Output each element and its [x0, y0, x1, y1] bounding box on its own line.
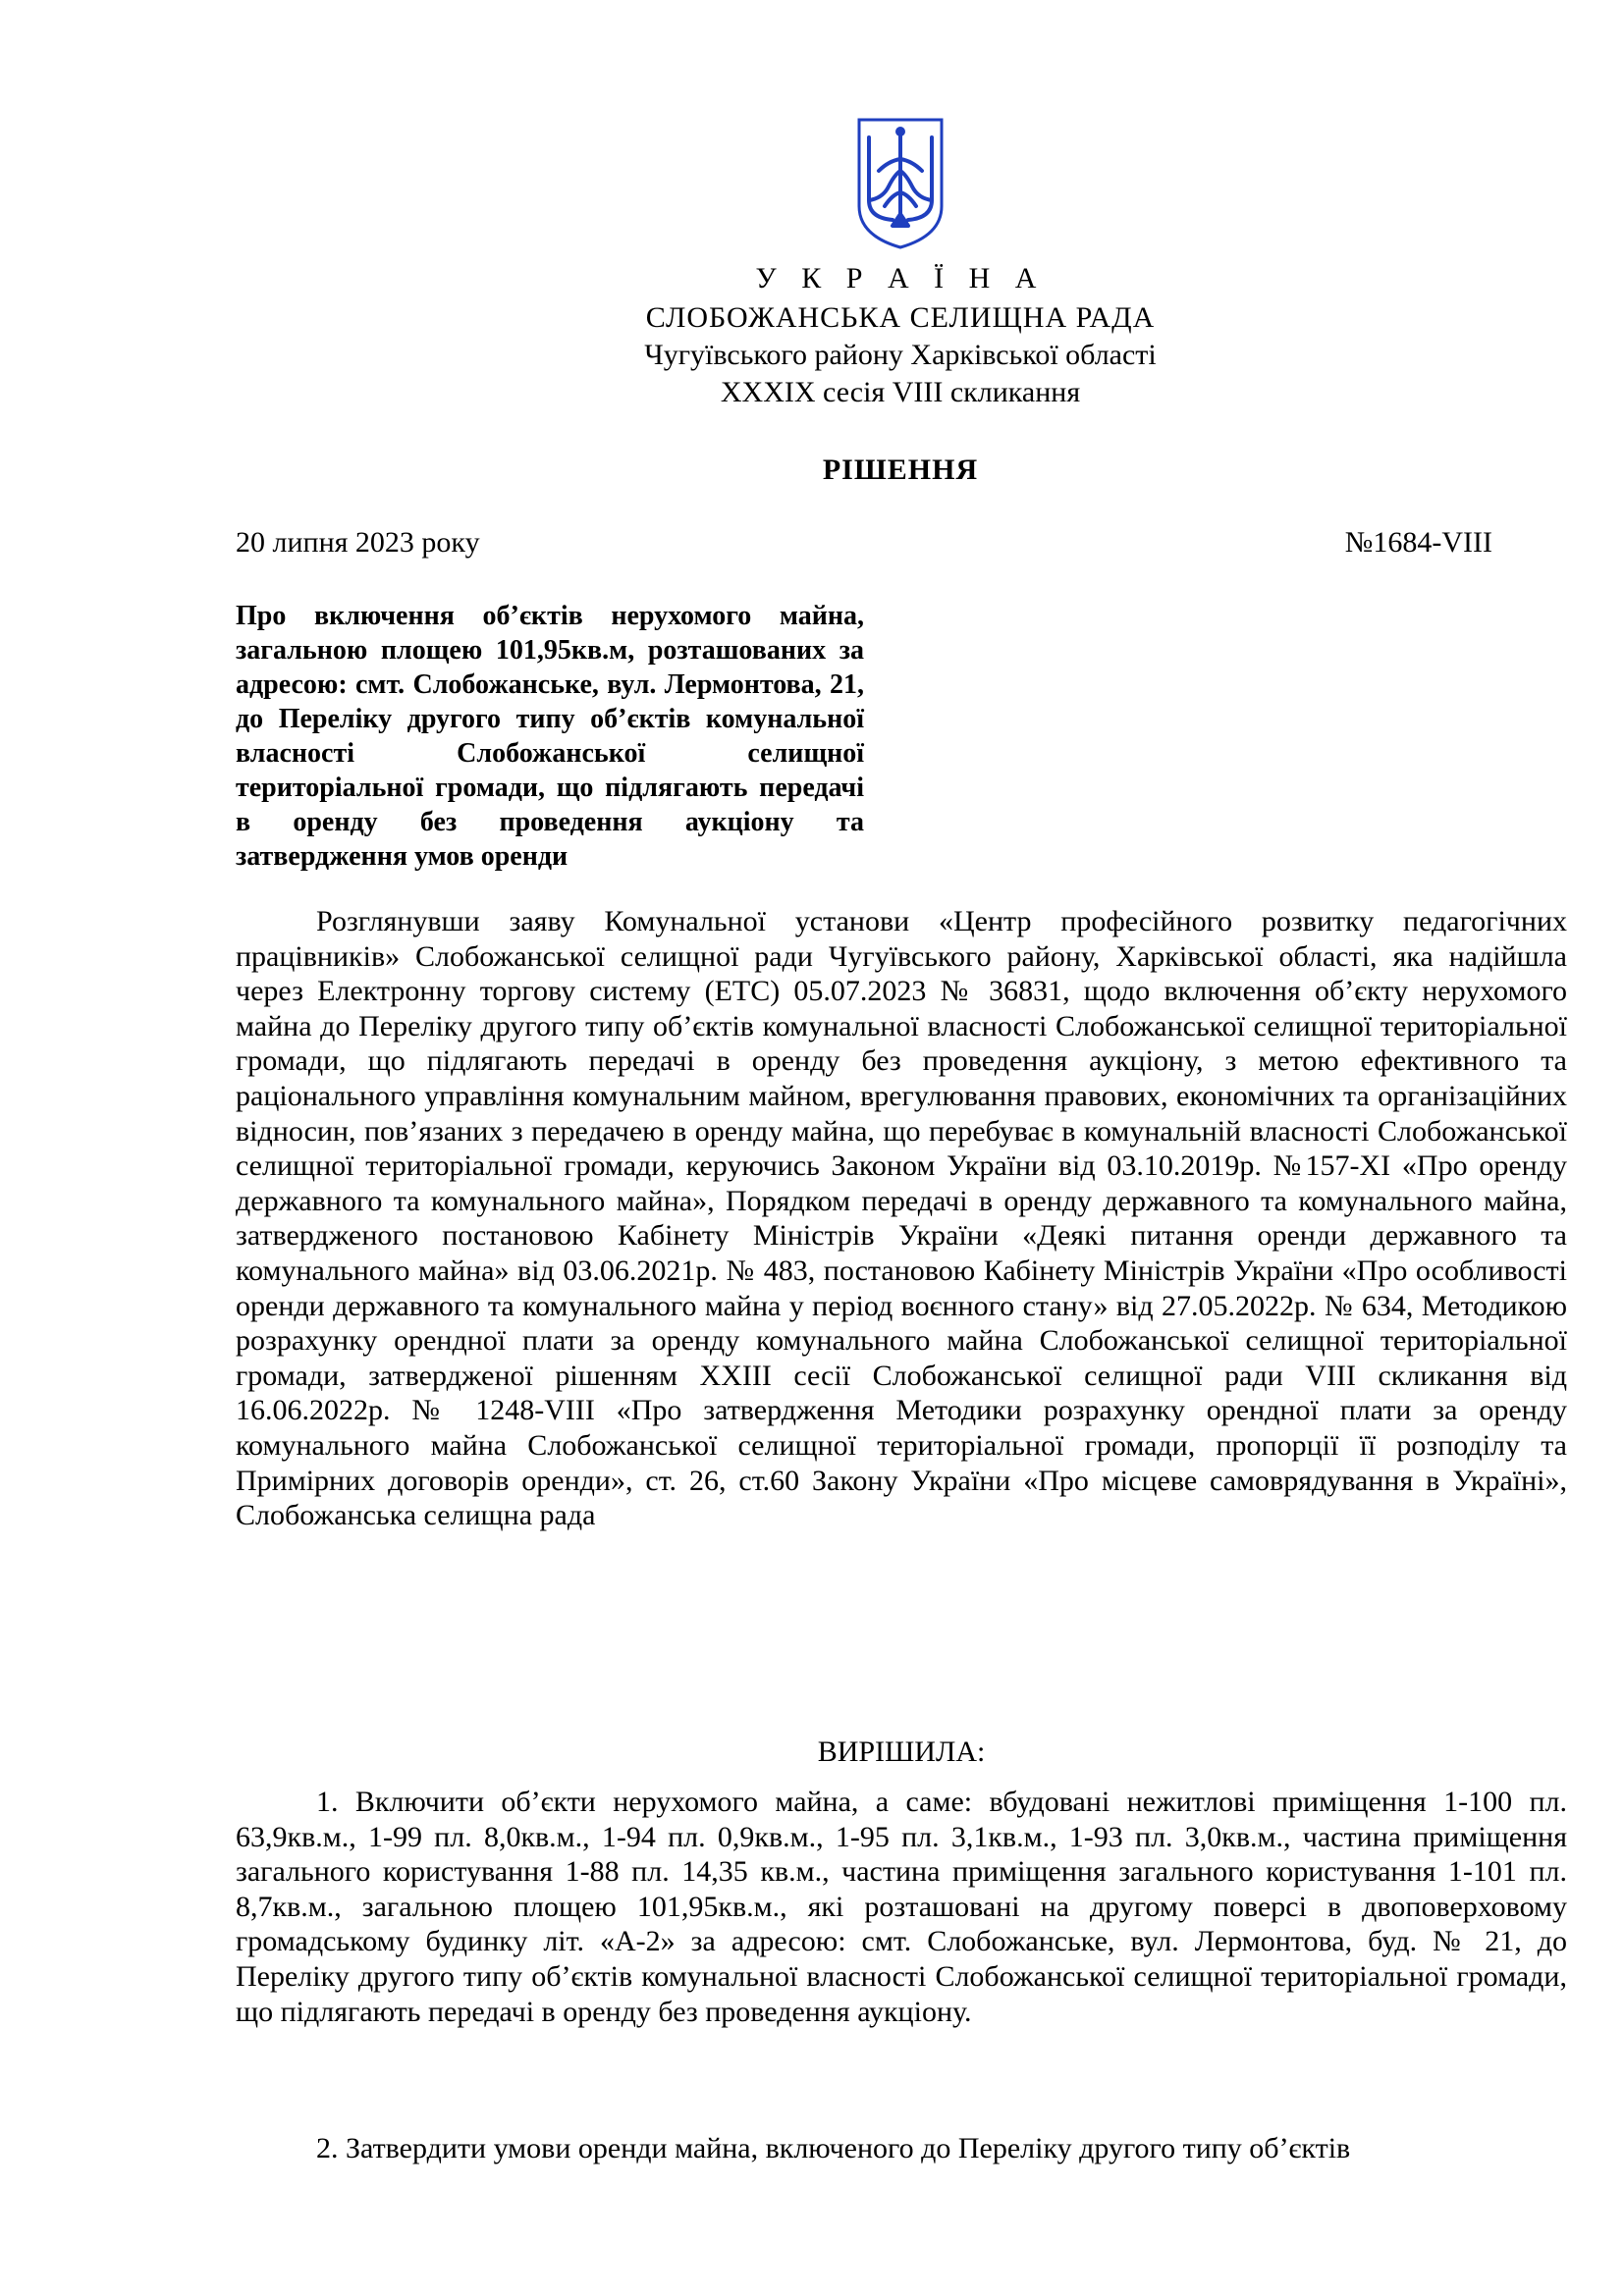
council-name: СЛОБОЖАНСЬКА СЕЛИЩНА РАДА: [645, 301, 1156, 334]
document-number: №1684-VIII: [1344, 526, 1492, 559]
coat-of-arms-icon: [855, 116, 946, 251]
item-1-paragraph: 1. Включити об’єкти нерухомого майна, а саме: вбудовані нежитлові приміщення 1-100 пл. 63,9кв.м., 1-99 пл. 8,0кв.м., 1-94 пл. 0,9кв.м., 1-95 пл. 3,1кв.м., 1-93 пл. 3,0кв.м., частина приміщення загального користування 1-88 пл. 14,35 кв.м., частина приміщення загального користування 1-101 пл. 8,7кв.м., загальною площею 101,95кв.м., які розташовані на другому поверсі в двоповерховому громадському будинку літ. «А-2» за адресою: смт. Слобожанське, вул. Лермонтова, буд. № 21, до Переліку другого типу об’єктів комунальної власності Слобожанської селищної територіальної громади, що підлягають передачі в оренду без проведення аукціону.: [236, 1786, 1567, 2028]
country-name: У К Р А Ї Н А: [755, 262, 1046, 294]
document-title: РІШЕННЯ: [822, 454, 979, 486]
preamble-paragraph: Розглянувши заяву Комунальної установи «Центр професійного розвитку педагогічних працівників» Слобожанської селищної ради Чугуївського району, Харківської області, яка надійшла через Електронну торгову систему (ЕТС) 05.07.2023 № 36831, щодо включення об’єкту нерухомого майна до Переліку другого типу об’єктів комунальної власності Слобожанської селищної територіальної громади, що підлягають передачі в оренду без проведення аукціону, з метою ефективного та раціонального управління комунальним майном, врегулювання правових, економічних та організаційних відносин, пов’язаних з передачею в оренду майна, що перебуває в комунальній власності Слобожанської селищної територіальної громади, керуючись Законом України від 03.10.2019р. №157-ХІ «Про оренду державного та комунального майна», Порядком передачі в оренду державного та комунального майна, затвердженого постановою Кабінету Міністрів України «Деякі питання оренди державного та комунального майна» від 03.06.2021р. № 483, постановою Кабінету Міністрів України «Про особливості оренди державного та комунального майна у період воєнного стану» від 27.05.2022р. № 634, Методикою розрахунку орендної плати за оренду комунального майна Слобожанської селищної територіальної громади, затвердженої рішенням ХХІІІ сесії Слобожанської селищної ради VIII скликання від 16.06.2022р. № 1248-VIII «Про затвердження Методики розрахунку орендної плати за оренду комунального майна Слобожанської селищної територіальної громади, пропорції її розподілу та Примірних договорів оренди», ст. 26, ст.60 Закону України «Про місцеве самоврядування в Україні», Слобожанська селищна рада: [236, 905, 1567, 1532]
document-subject: Про включення об’єктів нерухомого майна, загальною площею 101,95кв.м, розташованих за адресою: смт. Слобожанське, вул. Лермонтова, 21, до Переліку другого типу об’єктів комунальної власності Слобожанської селищної територіальної громади, що підлягають передачі в оренду без проведення аукціону та затвердження умов оренди: [236, 601, 864, 872]
decided-heading: ВИРІШИЛА:: [817, 1735, 986, 1768]
session-line: XXXIX сесія VIII скликання: [720, 376, 1081, 408]
item-2-paragraph: 2. Затвердити умови оренди майна, включеного до Переліку другого типу об’єктів: [316, 2132, 1351, 2164]
region-line: Чугуївського району Харківської області: [644, 339, 1157, 371]
document-date: 20 липня 2023 року: [236, 526, 480, 559]
